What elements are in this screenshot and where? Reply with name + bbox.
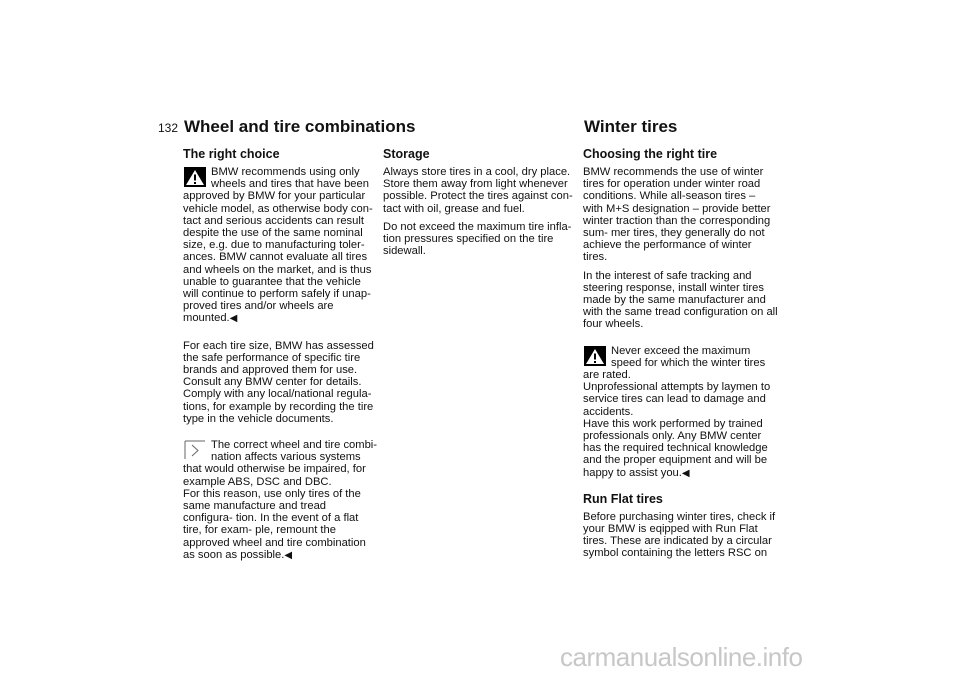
end-mark: ◀	[229, 313, 238, 325]
paragraph-storage-1: Always store tires in a cool, dry place. Store them away from light whenever possible. Protect the tires against con- tact with oil, grease and fuel.	[383, 166, 573, 215]
heading-right-choice: The right choice	[183, 147, 280, 161]
warning-body-2: Unprofessional attempts by laymen to service tires can lead to damage and accidents.	[583, 381, 771, 418]
page-title-right: Winter tires	[584, 117, 678, 136]
warning-triangle-icon	[184, 167, 206, 187]
paragraph-storage-2: Do not exceed the maximum tire infla- tion pressures specified on the tire sidewall.	[383, 220, 572, 258]
note-line-2: nation affects various systems	[211, 451, 361, 464]
page-title-left: Wheel and tire combinations	[184, 117, 416, 136]
paragraph-run-flat: Before purchasing winter tires, check if your BMW is eqipped with Run Flat tires. These are indicated by a circular symbol containing the letters RSC on	[583, 510, 776, 560]
warning-note-speed	[583, 345, 778, 480]
warning-line-1: BMW recommends using only	[211, 166, 360, 178]
paragraph-approval: For each tire size, BMW has assessed the safe performance of specific tire brands and approved them for use. Consult any BMW center for details. Comply with any local/national regula- tions, for example by recording the tire type in the vehicle documents.	[183, 339, 374, 425]
end-mark: ◀	[284, 549, 293, 561]
warning-body-1: are rated.	[583, 369, 631, 382]
warning-line-2: wheels and tires that have been	[211, 178, 369, 191]
heading-run-flat: Run Flat tires	[583, 491, 663, 506]
column-winter	[583, 147, 778, 566]
column-right-choice	[183, 147, 378, 568]
paragraph-winter-1: BMW recommends the use of winter tires for operation under winter road conditions. While all-season tires – with M+S designation – provide better winter traction than the corresponding sum- mer tires, they generally do not achieve the performance of winter tires.	[583, 166, 771, 264]
column-storage	[383, 147, 578, 263]
note-body-2: For this reason, use only tires of the same manufacture and tread configura- tion. In the event of a flat tire, for exam- ple, remount the approved wheel and tire combination as soon as possible.	[183, 487, 366, 561]
note-body-1: that would otherwise be impaired, for example ABS, DSC and DBC.	[183, 463, 366, 488]
warning-body: approved by BMW for your particular vehicle model, as otherwise body con- tact and serious accidents can result despite the use of the same nominal size, e.g. due to manufacturing toler- ances. BMW cannot evaluate all tires and wheels on the market, and is thus unable to guarantee that the vehicle will continue to perform safely if unap- proved tires and/or wheels are mounted.	[183, 190, 373, 325]
warning-body-3: Have this work performed by trained professionals only. Any BMW center has the required technical knowledge and the proper equipment and will be happy to assist you.	[583, 417, 768, 479]
info-note	[183, 439, 378, 562]
page-number: 132	[158, 121, 179, 135]
warning-line-1: Never exceed the maximum	[611, 344, 751, 357]
warning-triangle-icon	[584, 346, 606, 366]
heading-storage: Storage	[383, 147, 430, 161]
paragraph-winter-2: In the interest of safe tracking and steering response, install winter tires made by the same manufacturer and with the same tread configuration on all four wheels.	[583, 269, 778, 331]
warning-line-2: speed for which the winter tires	[611, 356, 766, 369]
end-mark: ◀	[681, 467, 690, 479]
note-line-1: The correct wheel and tire combi-	[211, 439, 378, 452]
heading-choosing-tire: Choosing the right tire	[583, 147, 718, 161]
watermark: carmanualsonline.info	[560, 642, 803, 672]
warning-note	[183, 166, 378, 326]
note-arrow-icon	[184, 440, 206, 460]
